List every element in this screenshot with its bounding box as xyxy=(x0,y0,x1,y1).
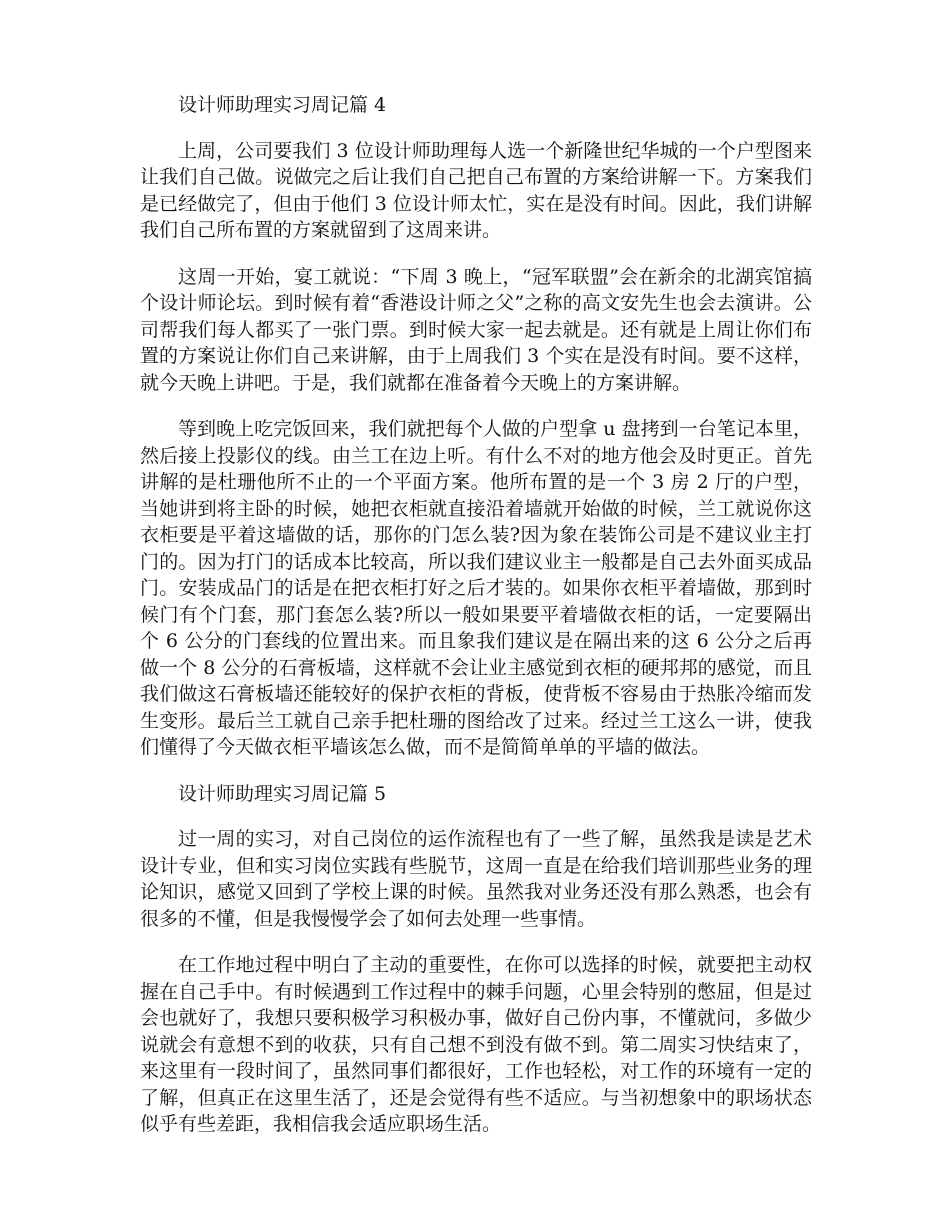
paragraph: 过一周的实习，对自己岗位的运作流程也有了一些了解，虽然我是读是艺术设计专业，但和实习岗位实践有些脱节，这周一直是在给我们培训那些业务的理论知识，感觉又回到了学校上课的时候。虽然我对业务还没有那么熟悉，也会有很多的不懂，但是我慢慢学会了如何去处理一些事情。 xyxy=(140,828,812,930)
section-heading: 设计师助理实习周记篇 5 xyxy=(178,782,387,805)
paragraph: 在工作地过程中明白了主动的重要性，在你可以选择的时候，就要把主动权握在自己手中。有时候遇到工作过程中的棘手问题，心里会特别的憋屈，但是过会也就好了，我想只要积极学习积极办事，做好自己份内事，不懂就问，多做少说就会有意想不到的收获，只有自己想不到没有做不到。第二周实习快结束了，来这里有一段时间了，虽然同事们都很好，工作也轻松，对工作的环境有一定的了解，但真正在这里生活了，还是会觉得有些不适应。与当初想象中的职场状态似乎有些差距，我相信我会适应职场生活。 xyxy=(140,954,812,1135)
paragraph: 上周，公司要我们 3 位设计师助理每人选一个新隆世纪华城的一个户型图来让我们自己做。说做完之后让我们自己把自己布置的方案给讲解一下。方案我们是已经做完了，但由于他们 3 位设计师太忙，实在是没有时间。因此，我们讲解我们自己所布置的方案就留到了这周来讲。 xyxy=(140,139,812,241)
document-page xyxy=(140,92,812,1158)
paragraph: 这周一开始，宴工就说：“下周 3 晚上，“冠军联盟”会在新余的北湖宾馆搞个设计师论坛。到时候有着“香港设计师之父”之称的高文安先生也会去演讲。公司帮我们每人都买了一张门票。到时候大家一起去就是。还有就是上周让你们布置的方案说让你们自己来讲解，由于上周我们 3 个实在是没有时间。要不这样，就今天晚上讲吧。于是，我们就都在准备着今天晚上的方案讲解。 xyxy=(140,265,812,394)
paragraph: 等到晚上吃完饭回来，我们就把每个人做的户型拿 u 盘拷到一台笔记本里，然后接上投影仪的线。由兰工在边上听。有什么不对的地方他会及时更正。首先讲解的是杜珊他所不止的一个平面方案。他所布置的是一个 3 房 2 厅的户型，当她讲到将主卧的时候，她把衣柜就直接沿着墙就开始做的时候，兰工就说你这衣柜要是平着这墙做的话，那你的门怎么装?因为象在装饰公司是不建议业主打门的。因为打门的话成本比较高，所以我们建议业主一般都是自己去外面买成品门。安装成品门的话是在把衣柜打好之后才装的。如果你衣柜平着墙做，那到时候门有个门套，那门套怎么装?所以一般如果要平着墙做衣柜的话，一定要隔出个 6 公分的门套线的位置出来。而且象我们建议是在隔出来的这 6 公分之后再做一个 8 公分的石膏板墙，这样就不会让业主感觉到衣柜的硬邦邦的感觉，而且我们做这石膏板墙还能较好的保护衣柜的背板，使背板不容易由于热胀冷缩而发生变形。最后兰工就自己亲手把杜珊的图给改了过来。经过兰工这么一讲，使我们懂得了今天做衣柜平墙该怎么做，而不是简简单单的平墙的做法。 xyxy=(140,418,812,758)
section-heading: 设计师助理实习周记篇 4 xyxy=(178,94,387,116)
